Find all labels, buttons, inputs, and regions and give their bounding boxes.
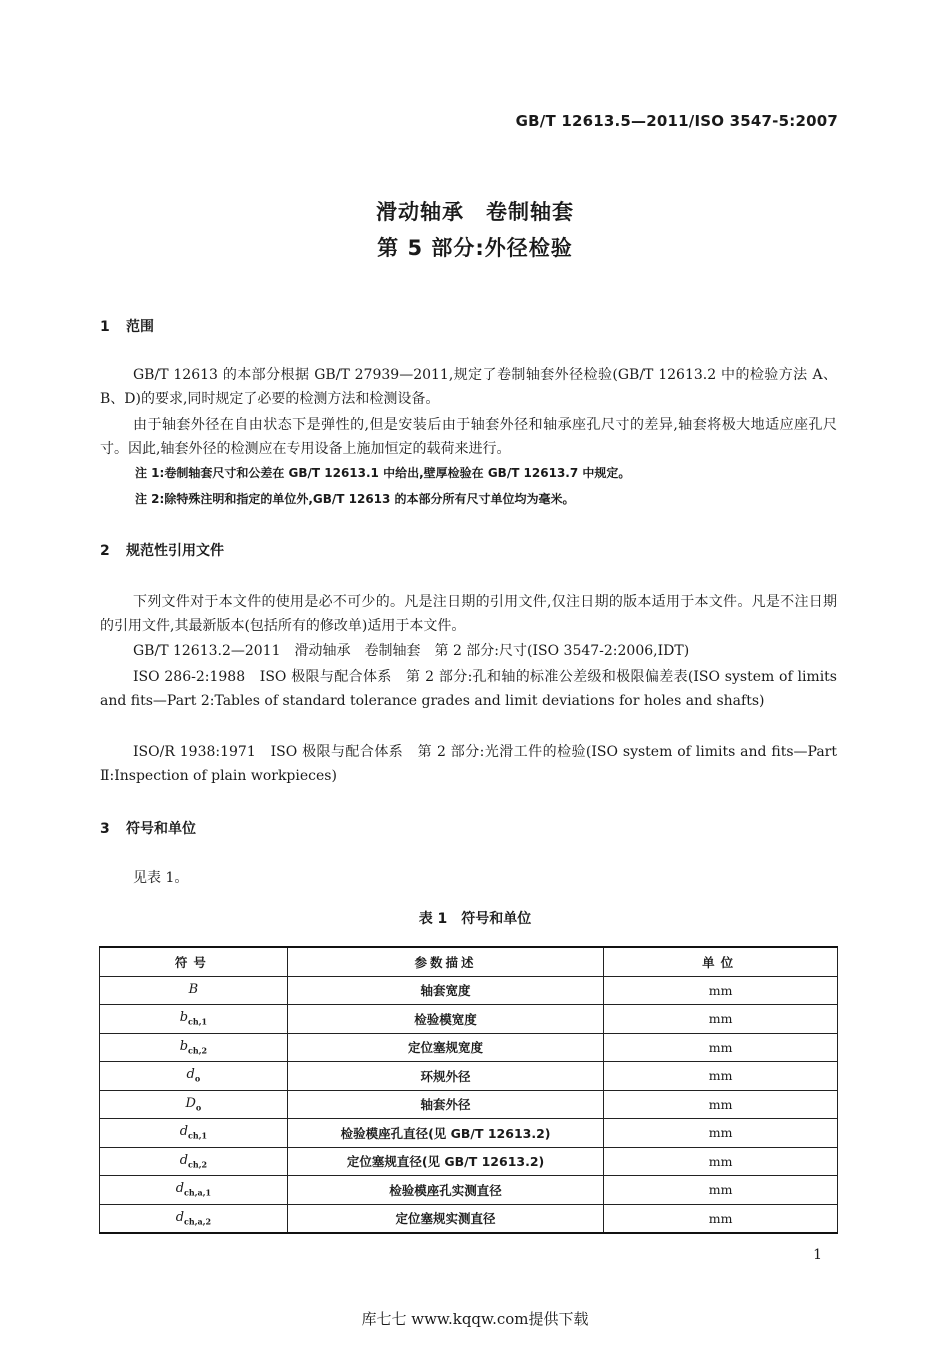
symbol-letter: d — [179, 1152, 189, 1168]
table-row — [100, 1204, 838, 1233]
section-title: 规范性引用文件 — [126, 543, 224, 559]
symbol-subscript: o — [195, 1102, 202, 1113]
unit-cell: mm — [604, 1033, 838, 1062]
symbol-cell — [100, 1062, 288, 1091]
description-cell: 检验模宽度 — [287, 1005, 604, 1034]
section-1-note-1: 注 1:卷制轴套尺寸和公差在 GB/T 12613.1 中给出,壁厚检验在 GB/T 12613.7 中规定。 — [135, 466, 631, 480]
reference-2: ISO 286-2:1988 ISO 极限与配合体系 第 2 部分:孔和轴的标准公差级和极限偏差表(ISO system of limits and fits—Part 2:Tables of standard tolerance grades and limit deviations for holes and shafts) — [100, 669, 837, 709]
table-row — [100, 976, 838, 1005]
section-1-paragraph-1: GB/T 12613 的本部分根据 GB/T 27939—2011,规定了卷制轴套外径检验(GB/T 12613.2 中的检验方法 A、B、D)的要求,同时规定了必要的检测方法和检测设备。 — [100, 367, 837, 407]
symbol-cell — [100, 1090, 288, 1119]
header-description: 参数描述 — [287, 947, 604, 976]
description-cell: 轴套宽度 — [287, 976, 604, 1005]
symbol-letter: B — [188, 981, 199, 997]
section-1-heading — [100, 316, 154, 336]
symbols-units-table — [99, 946, 838, 1234]
table-row — [100, 1033, 838, 1062]
table-row — [100, 1062, 838, 1091]
symbol-letter: d — [179, 1124, 189, 1140]
table-row — [100, 1119, 838, 1148]
reference-1: GB/T 12613.2—2011 滑动轴承 卷制轴套 第 2 部分:尺寸(ISO 3547-2:2006,IDT) — [133, 643, 690, 659]
description-cell: 检验模座孔实测直径 — [287, 1176, 604, 1205]
unit-cell: mm — [604, 976, 838, 1005]
table-header-row — [100, 947, 838, 976]
description-cell: 轴套外径 — [287, 1090, 604, 1119]
symbol-subscript: ch,a,2 — [184, 1216, 212, 1227]
symbol-letter: b — [179, 1010, 189, 1026]
description-cell: 检验模座孔直径(见 GB/T 12613.2) — [287, 1119, 604, 1148]
unit-cell: mm — [604, 1090, 838, 1119]
description-cell: 定位塞规宽度 — [287, 1033, 604, 1062]
table-row — [100, 1147, 838, 1176]
section-2-paragraph-1: 下列文件对于本文件的使用是必不可少的。凡是注日期的引用文件,仅注日期的版本适用于本文件。凡是不注日期的引用文件,其最新版本(包括所有的修改单)适用于本文件。 — [100, 594, 837, 634]
symbol-subscript: ch,2 — [188, 1045, 208, 1056]
symbol-letter: d — [175, 1209, 185, 1225]
download-footer: 库七七 www.kqqw.com提供下载 — [361, 1310, 589, 1328]
header-symbol: 符号 — [100, 947, 288, 976]
reference-3: ISO/R 1938:1971 ISO 极限与配合体系 第 2 部分:光滑工件的检验(ISO system of limits and fits—Part Ⅱ:Inspection of plain workpieces) — [100, 744, 837, 784]
table-row — [100, 1090, 838, 1119]
symbol-subscript: o — [194, 1074, 201, 1085]
symbol-subscript: ch,a,1 — [184, 1188, 212, 1199]
section-3-paragraph-1: 见表 1。 — [133, 870, 189, 886]
unit-cell: mm — [604, 1119, 838, 1148]
symbol-cell — [100, 1176, 288, 1205]
section-1-paragraph-2: 由于轴套外径在自由状态下是弹性的,但是安装后由于轴套外径和轴承座孔尺寸的差异,轴套将极大地适应座孔尺寸。因此,轴套外径的检测应在专用设备上施加恒定的载荷来进行。 — [100, 417, 837, 457]
table-caption: 表 1 符号和单位 — [418, 911, 532, 927]
table-row — [100, 1176, 838, 1205]
symbol-cell — [100, 976, 288, 1005]
symbol-subscript: ch,1 — [188, 1131, 208, 1142]
symbol-letter: d — [175, 1181, 185, 1197]
page-number: 1 — [813, 1247, 822, 1263]
header-unit: 单位 — [604, 947, 838, 976]
description-cell: 定位塞规直径(见 GB/T 12613.2) — [287, 1147, 604, 1176]
standard-code: GB/T 12613.5—2011/ISO 3547-5:2007 — [515, 112, 838, 130]
table-row — [100, 1005, 838, 1034]
section-number: 2 — [100, 543, 110, 559]
symbol-cell — [100, 1033, 288, 1062]
section-number: 1 — [100, 319, 110, 335]
section-title: 范围 — [126, 319, 154, 335]
unit-cell: mm — [604, 1005, 838, 1034]
document-title-line1: 滑动轴承 卷制轴套 — [376, 200, 574, 224]
unit-cell: mm — [604, 1176, 838, 1205]
section-1-note-2: 注 2:除特殊注明和指定的单位外,GB/T 12613 的本部分所有尺寸单位均为毫米。 — [135, 492, 575, 506]
symbol-letter: D — [185, 1095, 196, 1111]
symbol-cell — [100, 1204, 288, 1233]
description-cell: 环规外径 — [287, 1062, 604, 1091]
symbol-cell — [100, 1005, 288, 1034]
document-title-line2: 第 5 部分:外径检验 — [377, 236, 573, 260]
section-number: 3 — [100, 821, 110, 837]
description-cell: 定位塞规实测直径 — [287, 1204, 604, 1233]
symbol-subscript: ch,2 — [188, 1159, 208, 1170]
unit-cell: mm — [604, 1204, 838, 1233]
symbol-letter: b — [179, 1038, 189, 1054]
symbol-subscript: ch,1 — [188, 1017, 208, 1028]
symbol-cell — [100, 1119, 288, 1148]
unit-cell: mm — [604, 1147, 838, 1176]
section-title: 符号和单位 — [126, 821, 196, 837]
section-2-heading — [100, 540, 224, 560]
section-3-heading — [100, 818, 196, 838]
unit-cell: mm — [604, 1062, 838, 1091]
symbol-letter: d — [186, 1067, 195, 1083]
symbol-cell — [100, 1147, 288, 1176]
